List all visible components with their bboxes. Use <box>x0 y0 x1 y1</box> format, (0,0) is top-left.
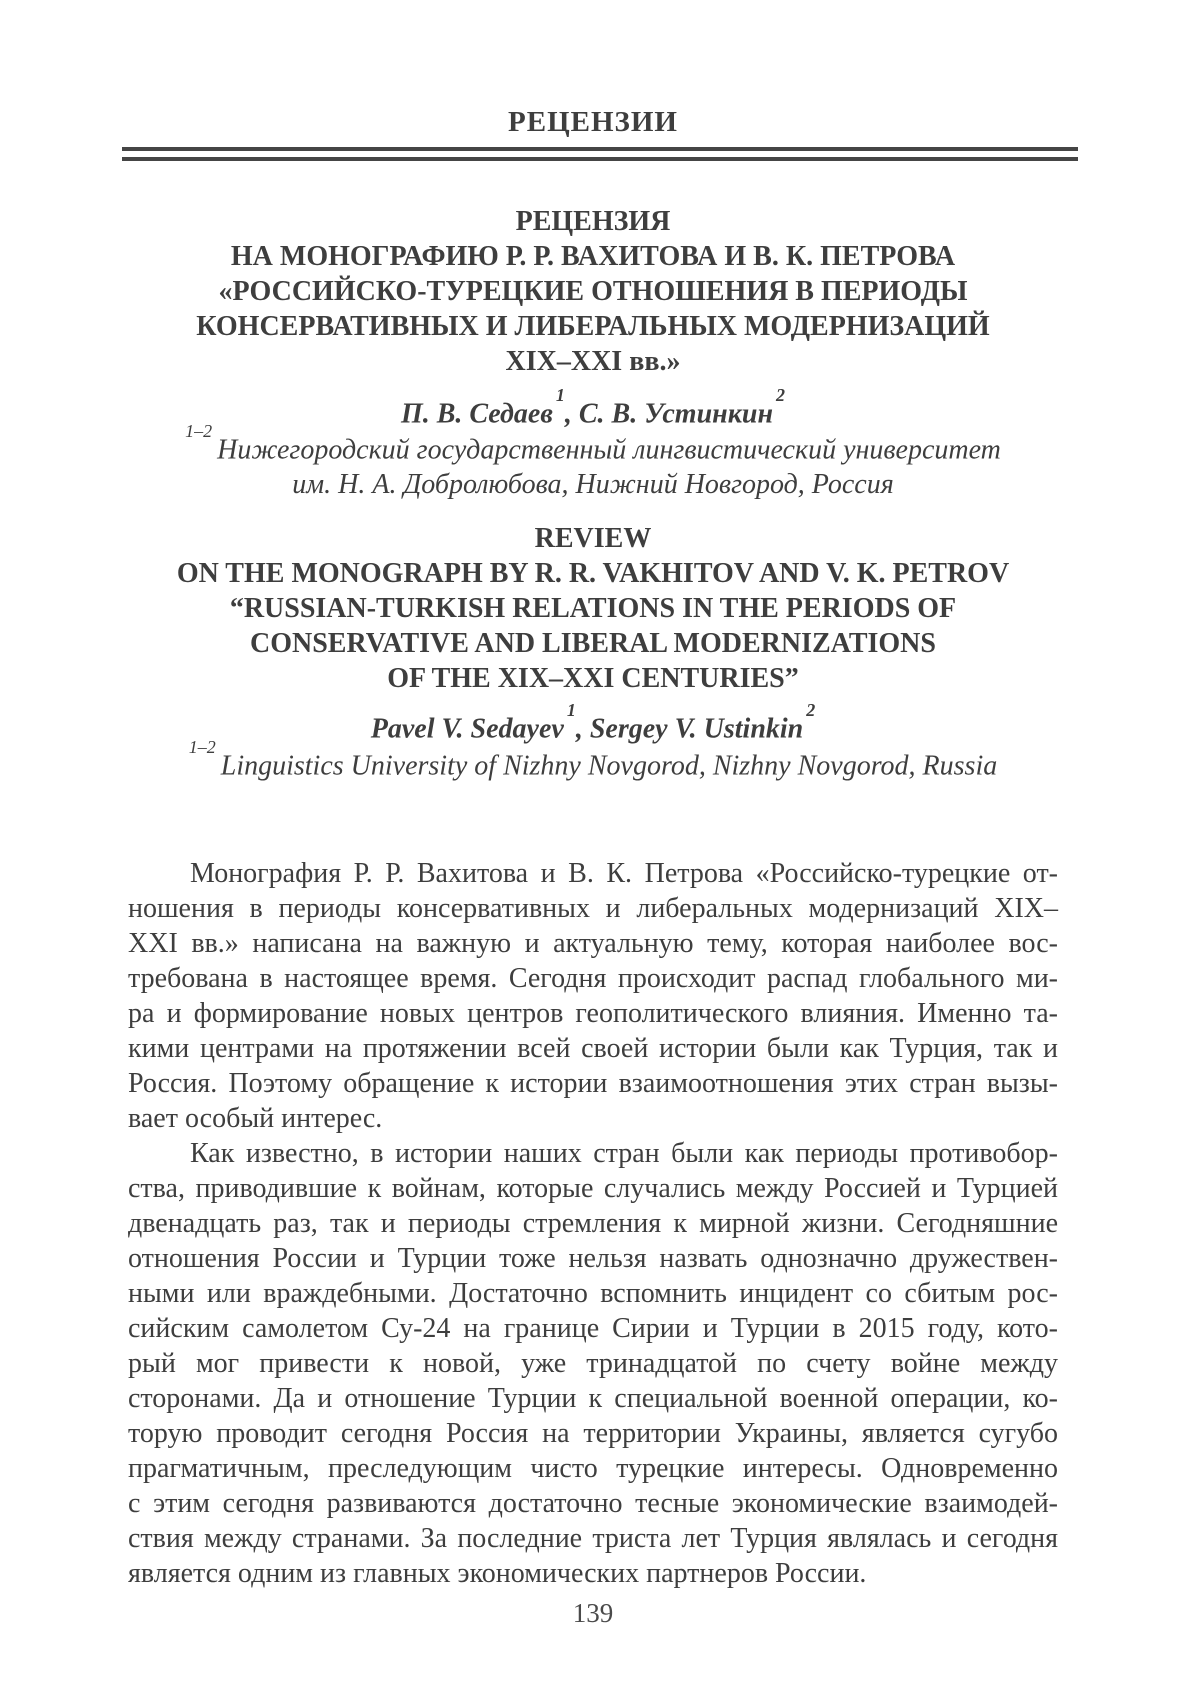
ru-article-title <box>128 204 1058 379</box>
body-text-line: кими центрами на протяжении всей своей истории были как Турция, так и <box>128 1033 1058 1064</box>
title-line: ON THE MONOGRAPH BY R. R. VAKHITOV AND V. K. PETROV <box>176 558 1010 589</box>
affiliation-line <box>128 467 1058 502</box>
body-text-line: вает особый интерес. <box>128 1103 383 1134</box>
body-text-line: Монография Р. Р. Вахитова и В. К. Петрова «Российско-турецкие от- <box>190 858 1058 889</box>
affiliation-range-marker: 1–2 <box>185 421 213 441</box>
affiliation-text: Нижегородский государственный лингвистический университет <box>217 434 1001 466</box>
body-text-line: двенадцать раз, так и периоды стремления к мирной жизни. Сегодняшние <box>128 1208 1058 1239</box>
header-rule-top <box>122 147 1078 151</box>
body-text-line: сторонами. Да и отношение Турции к специальной военной операции, ко- <box>128 1383 1058 1414</box>
body-text-line: ра и формирование новых центров геополитического влияния. Именно та- <box>128 998 1058 1029</box>
body-text-line: с этим сегодня развиваются достаточно тесные экономические взаимодей- <box>128 1488 1058 1519</box>
title-line: OF THE XIX–XXI CENTURIES” <box>387 663 799 694</box>
section-header: РЕЦЕНЗИИ <box>508 106 678 138</box>
body-text-line: ношения в периоды консервативных и либеральных модернизаций XIX– <box>128 893 1058 924</box>
title-line: “RUSSIAN-TURKISH RELATIONS IN THE PERIODS OF <box>229 593 957 624</box>
body-text-line: торую проводит сегодня Россия на территории Украины, является сугубо <box>128 1418 1058 1449</box>
body-text-line: ства, приводившие к войнам, которые случались между Россией и Турцией <box>128 1173 1058 1204</box>
title-line: REVIEW <box>534 523 652 554</box>
author-affiliation-marker: 1 <box>566 700 576 720</box>
body-text-line: является одним из главных экономических партнеров России. <box>128 1558 867 1589</box>
body-text-line: ствия между странами. За последние триста лет Турция являлась и сегодня <box>128 1523 1058 1554</box>
affiliation-line <box>128 421 1058 467</box>
page-number: 139 <box>572 1598 614 1628</box>
body-text-line: ными или враждебными. Достаточно вспомнить инцидент со сбитым рос- <box>128 1278 1058 1309</box>
paragraph <box>128 856 1058 1136</box>
body-text-line: требована в настоящее время. Сегодня происходит распад глобального ми- <box>128 963 1058 994</box>
body-text-line: рый мог привести к новой, уже тринадцатой по счету войне между <box>128 1348 1058 1379</box>
body-text-line: Как известно, в истории наших стран были как периоды противобор- <box>190 1138 1058 1169</box>
body-text-line: XXI вв.» написана на важную и актуальную тему, которая наиболее вос- <box>128 928 1058 959</box>
title-line: РЕЦЕНЗИЯ <box>515 206 671 237</box>
author-name: П. В. Седаев <box>400 398 553 430</box>
title-line: КОНСЕРВАТИВНЫХ И ЛИБЕРАЛЬНЫХ МОДЕРНИЗАЦИЙ <box>196 311 990 342</box>
author-name: Pavel V. Sedayev <box>370 713 564 745</box>
title-line: XIX–XXI вв.» <box>505 346 681 377</box>
affiliation-line <box>128 737 1058 783</box>
article-body <box>128 856 1058 1591</box>
affiliation-range-marker: 1–2 <box>188 737 216 757</box>
en-authors-line <box>128 700 1058 746</box>
title-line: CONSERVATIVE AND LIBERAL MODERNIZATIONS <box>250 628 936 659</box>
paragraph <box>128 1136 1058 1591</box>
title-line: НА МОНОГРАФИЮ Р. Р. ВАХИТОВА И В. К. ПЕТРОВА <box>230 241 956 272</box>
author-affiliation-marker: 2 <box>776 385 786 405</box>
ru-affiliation <box>128 421 1058 502</box>
body-text-line: сийским самолетом Су-24 на границе Сирии и Турции в 2015 году, кото- <box>128 1313 1058 1344</box>
author-name: , С. В. Устинкин <box>564 398 774 430</box>
author-name: , Sergey V. Ustinkin <box>575 713 804 745</box>
body-text-line: Россия. Поэтому обращение к истории взаимоотношения этих стран вызы- <box>128 1068 1058 1099</box>
title-line: «РОССИЙСКО-ТУРЕЦКИЕ ОТНОШЕНИЯ В ПЕРИОДЫ <box>218 276 968 307</box>
en-affiliation <box>128 737 1058 783</box>
header-rule-bottom <box>122 157 1078 161</box>
affiliation-text: Linguistics University of Nizhny Novgorod, Nizhny Novgorod, Russia <box>220 750 998 782</box>
affiliation-text: им. Н. А. Добролюбова, Нижний Новгород, Россия <box>292 469 894 501</box>
body-text-line: прагматичным, преследующим чисто турецкие интересы. Одновременно <box>128 1453 1058 1484</box>
author-affiliation-marker: 1 <box>555 385 565 405</box>
en-article-title <box>128 521 1058 696</box>
body-text-line: отношения России и Турции тоже нельзя назвать однозначно дружествен- <box>128 1243 1058 1274</box>
author-affiliation-marker: 2 <box>806 700 816 720</box>
